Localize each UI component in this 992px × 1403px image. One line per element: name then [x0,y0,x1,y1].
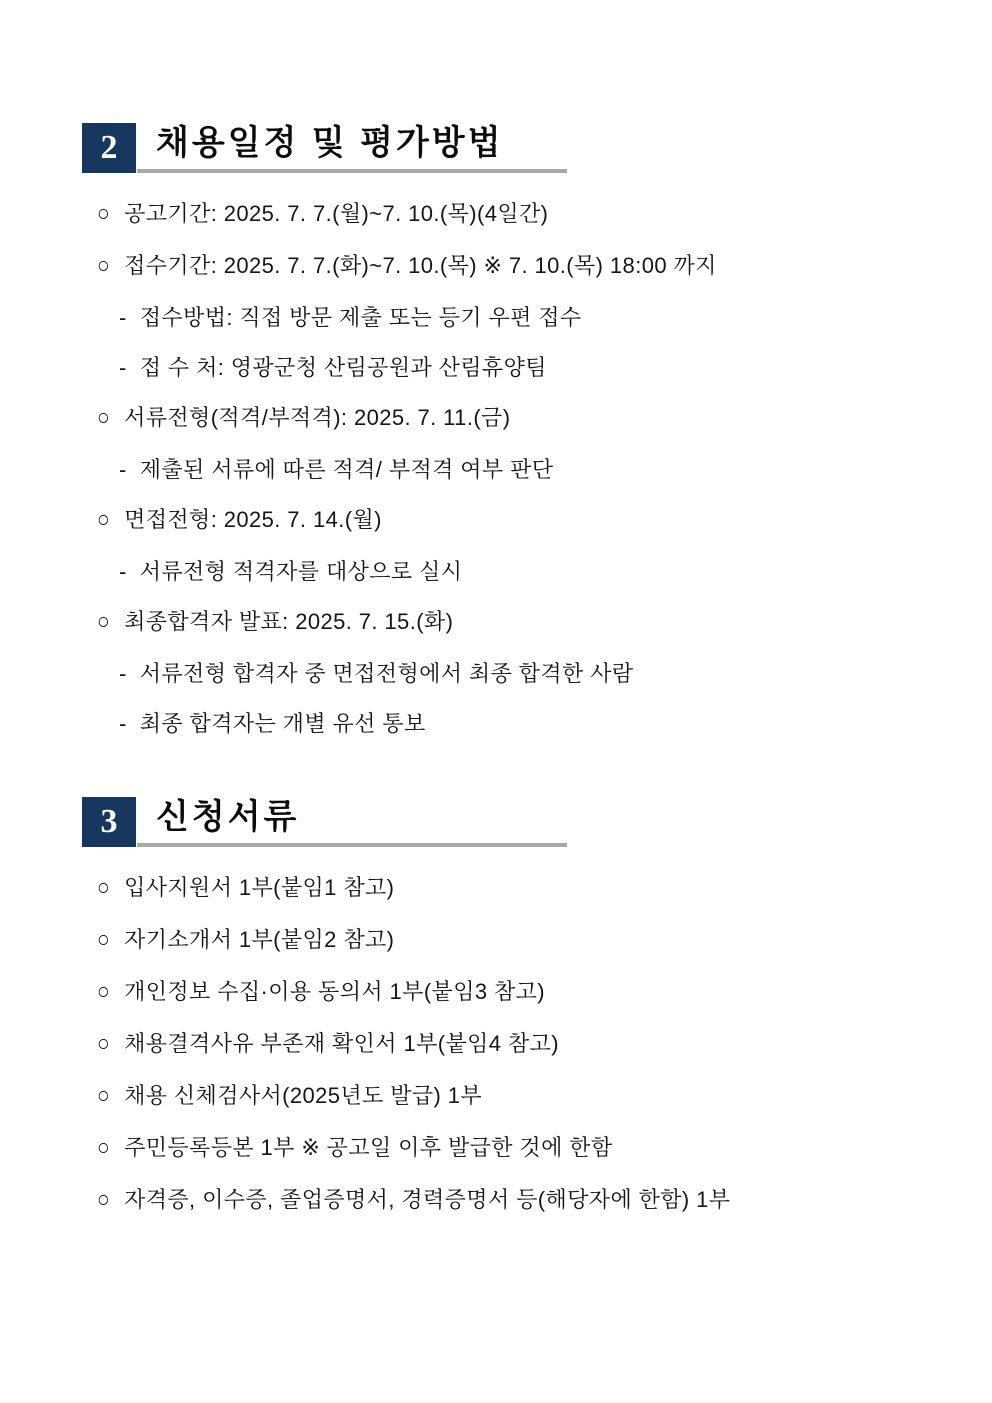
section-header [82,797,992,847]
bullet-circle-icon: ○ [97,1030,111,1057]
bullet-dash-icon: - [119,661,127,686]
section-items [97,202,992,735]
section-header [82,123,992,173]
item-text: 제출된 서류에 따른 적격/ 부적격 여부 판단 [139,457,554,482]
document-section [0,123,992,735]
section-items [97,876,992,1211]
bullet-dash-icon: - [119,457,127,482]
list-item [97,1136,992,1159]
section-title-underline [137,123,567,173]
list-item [97,508,992,531]
document-section [0,797,992,1211]
item-text: 서류전형 합격자 중 면접전형에서 최종 합격한 사람 [139,661,634,686]
list-item [97,980,992,1003]
section-number-badge [82,123,136,173]
bullet-circle-icon: ○ [97,1082,111,1109]
item-text: 채용결격사유 부존재 확인서 1부(붙임4 참고) [124,1031,559,1056]
bullet-circle-icon: ○ [97,1186,111,1213]
bullet-dash-icon: - [119,355,127,380]
bullet-circle-icon: ○ [97,926,111,953]
list-item [119,662,992,685]
bullet-circle-icon: ○ [97,200,111,227]
section-title-underline [137,797,567,847]
item-text: 서류전형(적격/부적격): 2025. 7. 11.(금) [124,405,511,430]
list-item [97,876,992,899]
list-item [97,202,992,225]
list-item [119,306,992,329]
bullet-circle-icon: ○ [97,404,111,431]
bullet-circle-icon: ○ [97,252,111,279]
section-number-badge [82,797,136,847]
list-item [119,458,992,481]
list-item [97,928,992,951]
bullet-circle-icon: ○ [97,1134,111,1161]
item-text: 최종 합격자는 개별 유선 통보 [139,711,426,736]
item-text: 면접전형: 2025. 7. 14.(월) [124,507,382,532]
item-text: 최종합격자 발표: 2025. 7. 15.(화) [124,609,454,634]
list-item [119,712,992,735]
item-text: 공고기간: 2025. 7. 7.(월)~7. 10.(목)(4일간) [124,201,549,226]
bullet-circle-icon: ○ [97,978,111,1005]
list-item [97,1084,992,1107]
list-item [97,1188,992,1211]
section-number: 2 [100,129,118,166]
item-text: 접수방법: 직접 방문 제출 또는 등기 우편 접수 [139,305,582,330]
bullet-dash-icon: - [119,305,127,330]
bullet-dash-icon: - [119,711,127,736]
item-text: 주민등록등본 1부 ※ 공고일 이후 발급한 것에 한함 [124,1135,613,1160]
section-number: 3 [100,803,118,840]
section-title: 채용일정 및 평가방법 [156,124,504,162]
item-text: 개인정보 수집·이용 동의서 1부(붙임3 참고) [124,979,546,1004]
list-item [97,254,992,277]
item-text: 접 수 처: 영광군청 산림공원과 산림휴양팀 [139,355,547,380]
item-text: 자격증, 이수증, 졸업증명서, 경력증명서 등(해당자에 한함) 1부 [124,1187,731,1212]
list-item [119,560,992,583]
bullet-dash-icon: - [119,559,127,584]
item-text: 접수기간: 2025. 7. 7.(화)~7. 10.(목) ※ 7. 10.(목) 18:00 까지 [124,253,717,278]
bullet-circle-icon: ○ [97,506,111,533]
bullet-circle-icon: ○ [97,874,111,901]
item-text: 서류전형 적격자를 대상으로 실시 [139,559,463,584]
list-item [97,610,992,633]
list-item [97,406,992,429]
list-item [97,1032,992,1055]
section-title: 신청서류 [156,798,300,836]
bullet-circle-icon: ○ [97,608,111,635]
item-text: 채용 신체검사서(2025년도 발급) 1부 [124,1083,483,1108]
list-item [119,356,992,379]
item-text: 자기소개서 1부(붙임2 참고) [124,927,395,952]
item-text: 입사지원서 1부(붙임1 참고) [124,875,395,900]
